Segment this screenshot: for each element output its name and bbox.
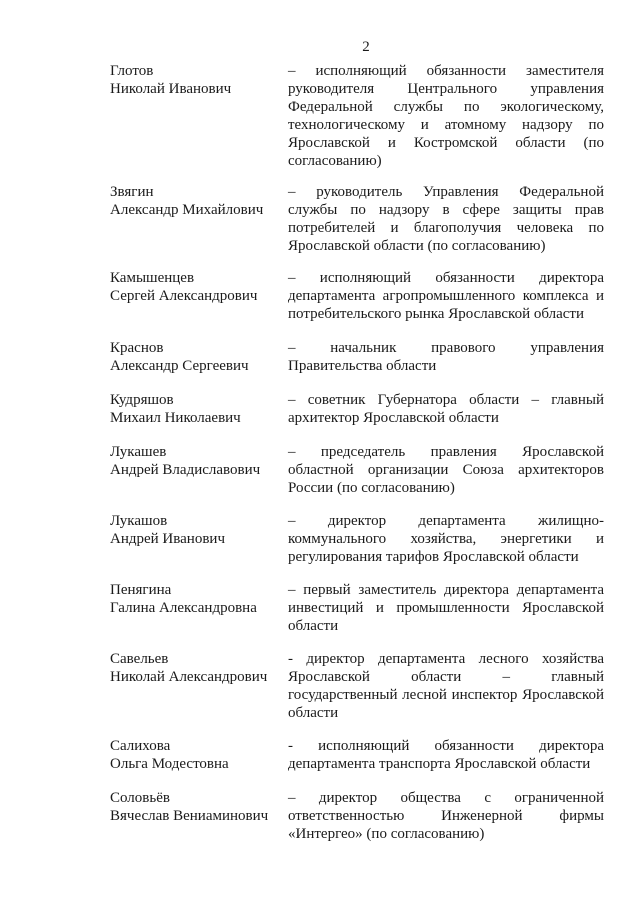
member-surname: Пенягина (110, 582, 172, 598)
member-given-names: Андрей Иванович (110, 531, 225, 547)
member-position: – начальник правового управления Правительства области (288, 340, 604, 374)
member-full-name (110, 62, 280, 98)
member-given-names: Михаил Николаевич (110, 410, 241, 426)
member-surname: Соловьёв (110, 790, 170, 806)
member-full-name (110, 391, 280, 427)
member-given-names: Андрей Владиславович (110, 462, 261, 478)
member-surname: Лукашов (110, 513, 168, 529)
member-surname: Савельев (110, 651, 169, 667)
member-surname: Салихова (110, 738, 171, 754)
page-number: 2 (362, 39, 370, 55)
member-full-name (110, 512, 280, 548)
member-full-name (110, 269, 280, 305)
member-full-name (110, 737, 280, 773)
member-position: – директор общества с ограниченной ответственностью Инженерной фирмы «Интергео» (по согласованию) (288, 790, 604, 842)
member-given-names: Николай Александрович (110, 669, 268, 685)
member-full-name (110, 339, 280, 375)
member-position: – председатель правления Ярославской областной организации Союза архитекторов России (по согласованию) (288, 444, 604, 496)
member-surname: Лукашев (110, 444, 167, 460)
member-position: – исполняющий обязанности директора департамента агропромышленного комплекса и потребительского рынка Ярославской области (288, 270, 604, 322)
member-surname: Камышенцев (110, 270, 195, 286)
member-surname: Звягин (110, 184, 154, 200)
member-given-names: Галина Александровна (110, 600, 257, 616)
member-given-names: Николай Иванович (110, 81, 232, 97)
member-given-names: Вячеслав Вениаминович (110, 808, 269, 824)
member-full-name (110, 789, 280, 825)
member-surname: Кудряшов (110, 392, 174, 408)
member-given-names: Александр Михайлович (110, 202, 264, 218)
member-position: - директор департамента лесного хозяйства Ярославской области – главный государственный лесной инспектор Ярославской области (288, 651, 604, 721)
member-given-names: Ольга Модестовна (110, 756, 229, 772)
member-position: – советник Губернатора области – главный архитектор Ярославской области (288, 392, 604, 426)
member-full-name (110, 650, 280, 686)
member-position: – директор департамента жилищно-коммунального хозяйства, энергетики и регулирования тарифов Ярославской области (288, 513, 604, 565)
member-position: – первый заместитель директора департамента инвестиций и промышленности Ярославской области (288, 582, 604, 634)
member-surname: Краснов (110, 340, 164, 356)
member-full-name (110, 443, 280, 479)
member-position: - исполняющий обязанности директора департамента транспорта Ярославской области (288, 738, 604, 772)
member-position: – исполняющий обязанности заместителя руководителя Центрального управления Федеральной службы по экологическому, технологическому и атомному надзору по Ярославской и Костромской области (по согласованию) (288, 63, 604, 169)
member-full-name (110, 183, 280, 219)
member-given-names: Александр Сергеевич (110, 358, 249, 374)
member-full-name (110, 581, 280, 617)
member-given-names: Сергей Александрович (110, 288, 258, 304)
member-position: – руководитель Управления Федеральной службы по надзору в сфере защиты прав потребителей и благополучия человека по Ярославской области (по согласованию) (288, 184, 604, 254)
member-surname: Глотов (110, 63, 154, 79)
